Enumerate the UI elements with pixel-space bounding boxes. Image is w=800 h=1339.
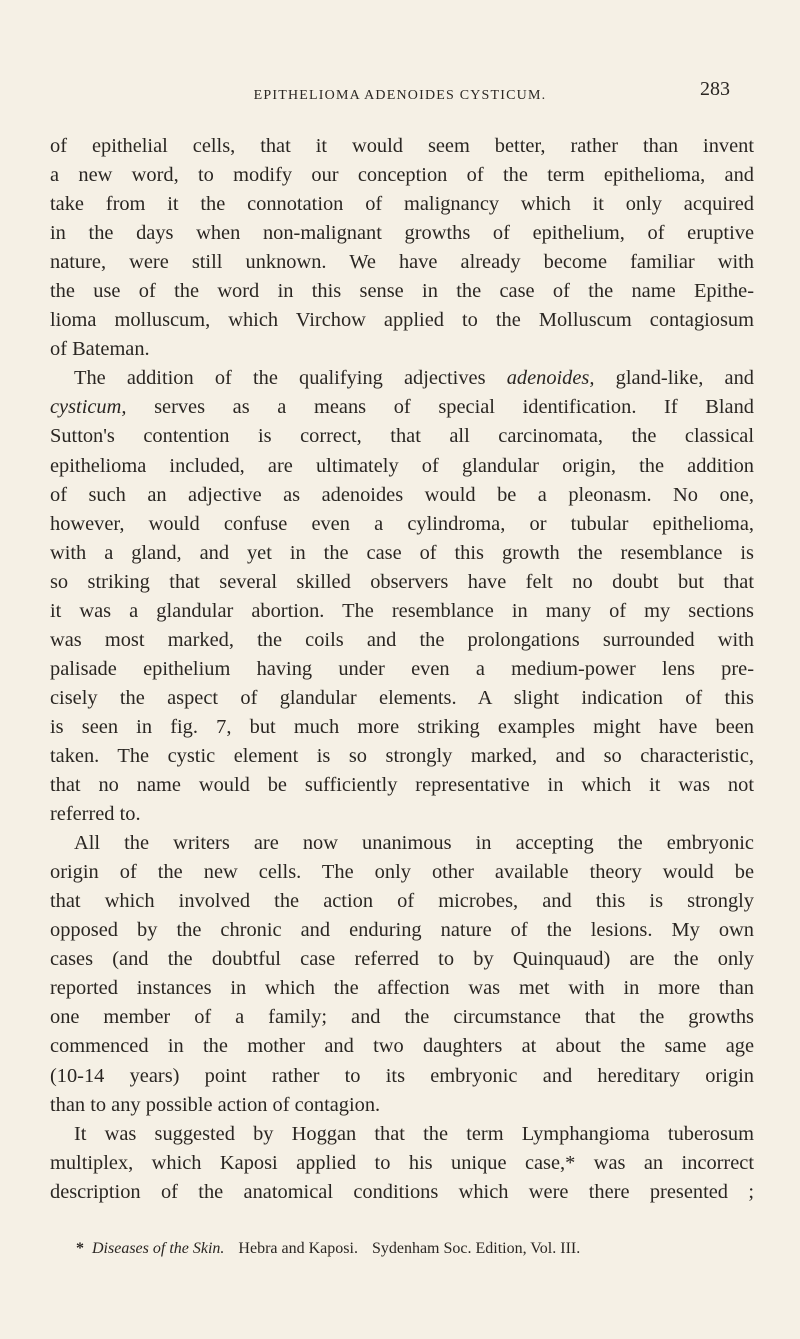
body-text xyxy=(50,132,754,1207)
text-line: however, would confuse even a cylindroma, or tubular epithelioma, xyxy=(50,512,754,535)
text-line: cisely the aspect of glandular elements. A slight indication of this xyxy=(50,686,754,709)
text-line: that which involved the action of microbes, and this is strongly xyxy=(50,890,754,913)
page-number: 283 xyxy=(700,78,730,100)
text-line: opposed by the chronic and enduring nature of the lesions. My own xyxy=(50,919,754,942)
text-line: that no name would be sufficiently representative in which it was not xyxy=(50,774,754,797)
text-line: epithelioma included, are ultimately of glandular origin, the addition xyxy=(50,454,754,477)
text-line: reported instances in which the affection was met with in more than xyxy=(50,977,754,1000)
footnote xyxy=(76,1238,754,1260)
text-line: description of the anatomical conditions which were there presented ; xyxy=(50,1180,754,1203)
text-line: it was a glandular abortion. The resemblance in many of my sections xyxy=(50,599,754,622)
paragraph-4 xyxy=(50,1120,754,1207)
text-line: It was suggested by Hoggan that the term Lymphangioma tuberosum xyxy=(74,1122,754,1145)
text-line: multiplex, which Kaposi applied to his unique case,* was an incorrect xyxy=(50,1151,754,1174)
footnote-authors: Hebra and Kaposi. xyxy=(238,1240,358,1257)
paragraph-2 xyxy=(50,364,754,829)
text-line: one member of a family; and the circumstance that the growths xyxy=(50,1006,754,1029)
text-line: take from it the connotation of malignancy which it only acquired xyxy=(50,193,754,216)
text-line: (10-14 years) point rather to its embryonic and hereditary origin xyxy=(50,1064,754,1087)
text-line: All the writers are now unanimous in accepting the embryonic xyxy=(74,832,754,855)
text-line: so striking that several skilled observers have felt no doubt but that xyxy=(50,570,754,593)
text-line xyxy=(50,393,754,422)
text-line: was most marked, the coils and the prolongations surrounded with xyxy=(50,628,754,651)
text-line: referred to. xyxy=(50,803,141,826)
text-line: cases (and the doubtful case referred to by Quinquaud) are the only xyxy=(50,948,754,971)
paragraph-3 xyxy=(50,829,754,1119)
text-line: with a gland, and yet in the case of this growth the resemblance is xyxy=(50,541,754,564)
text-line: is seen in fig. 7, but much more striking examples might have been xyxy=(50,715,754,738)
text-line xyxy=(50,364,754,393)
footnote-edition: Sydenham Soc. Edition, Vol. III. xyxy=(371,1240,581,1257)
text-line: Sutton's contention is correct, that all carcinomata, the classical xyxy=(50,425,754,448)
text-line: in the days when non-malignant growths of epithelium, of eruptive xyxy=(50,222,754,245)
footnote-asterisk: * xyxy=(76,1240,84,1257)
text-line: of Bateman. xyxy=(50,338,150,361)
paragraph-1 xyxy=(50,132,754,364)
footnote-title: Diseases of the Skin. xyxy=(92,1240,225,1257)
text-line: origin of the new cells. The only other available theory would be xyxy=(50,861,754,884)
text-run: The addition of the qualifying adjectives xyxy=(74,367,507,390)
text-line: lioma molluscum, which Virchow applied to the Molluscum contagiosum xyxy=(50,309,754,332)
italic-term-cysticum: cysticum, xyxy=(50,396,127,419)
text-line: palisade epithelium having under even a medium-power lens pre- xyxy=(50,657,754,680)
text-line: of such an adjective as adenoides would be a pleonasm. No one, xyxy=(50,483,754,506)
text-run: serves as a means of special identification. If Bland xyxy=(126,396,754,419)
text-line: nature, were still unknown. We have already become familiar with xyxy=(50,251,754,274)
text-line: the use of the word in this sense in the case of the name Epithe- xyxy=(50,280,754,303)
text-run: gland-like, and xyxy=(594,367,754,390)
text-line: of epithelial cells, that it would seem better, rather than invent xyxy=(50,135,754,157)
running-title: EPITHELIOMA ADENOIDES CYSTICUM. xyxy=(253,88,547,103)
italic-term-adenoides: adenoides, xyxy=(506,367,595,390)
text-line: than to any possible action of contagion. xyxy=(50,1093,381,1116)
text-line: a new word, to modify our conception of the term epithelioma, and xyxy=(50,164,754,187)
text-line: taken. The cystic element is so strongly marked, and so characteristic, xyxy=(50,744,754,767)
text-line: commenced in the mother and two daughters at about the same age xyxy=(50,1035,754,1058)
